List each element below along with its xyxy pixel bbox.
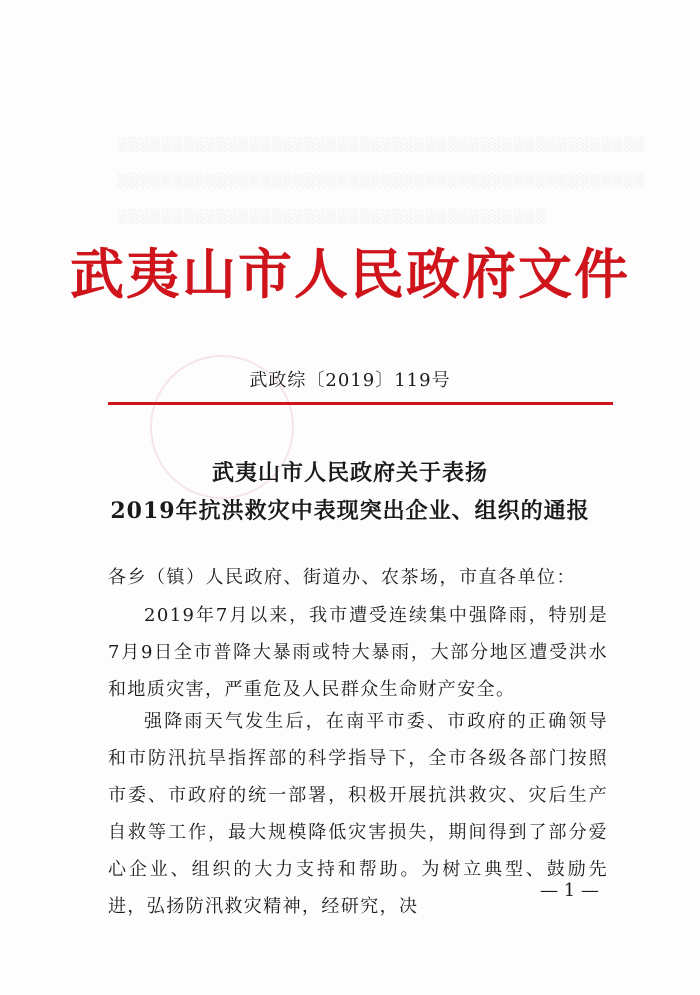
body-paragraph-2: 强降雨天气发生后，在南平市委、市政府的正确领导和市防汛抗旱指挥部的科学指导下，全市各级各部门按照市委、市政府的统一部署，积极开展抗洪救灾、灾后生产自救等工作，最大规模降低灾害损失，期间得到了部分爱心企业、组织的大力支持和帮助。为树立典型、鼓励先进，弘扬防汛救灾精神，经研究，决 <box>108 711 608 917</box>
notice-title-line-2: 2019年抗洪救灾中表现突出企业、组织的通报 <box>110 498 590 524</box>
document-number: 武政综〔2019〕119号 <box>249 370 451 391</box>
document-header-title: 武夷山市人民政府文件 <box>70 242 630 306</box>
notice-title-line-1: 武夷山市人民政府关于表扬 <box>211 460 488 486</box>
body-paragraph-1: 2019年7月以来，我市遭受连续集中强降雨，特别是7月9日全市普降大暴雨或特大暴雨，大部分地区遭受洪水和地质灾害，严重危及人民群众生命财产安全。 <box>108 605 608 700</box>
page-number: — 1 — <box>540 880 599 901</box>
red-separator-rule <box>108 402 613 405</box>
show-through-text: ░░░░░░░░░░░░░░░░░░░░░░░░░░░░░░░░░░░░░░░░░░░░░░░░ ░░░░░░░░░░░░░░░░░░░░░░░░░░░░░░░░░░░░░░░░░░░░░░░░ ░░░░░░░░░░░░░░░░░░░░░░░░░░░░░░░░░░░░░░░ <box>118 138 646 225</box>
salutation: 各乡（镇）人民政府、街道办、农茶场，市直各单位： <box>108 567 576 588</box>
